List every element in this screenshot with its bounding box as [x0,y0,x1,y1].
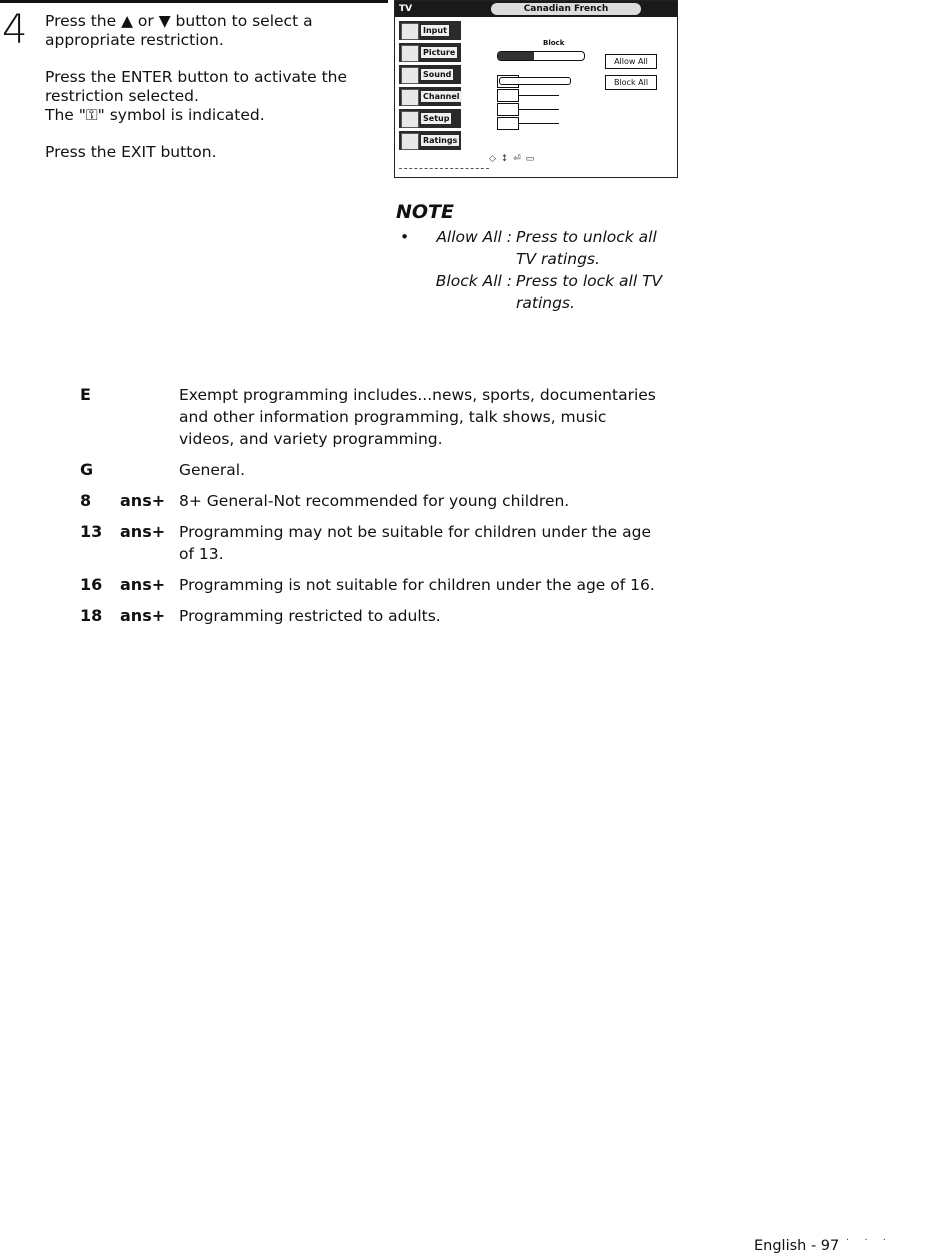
osd-rating-line [519,109,559,110]
osd-title-bar [395,1,677,17]
osd-menu-input: Input [399,21,461,40]
osd-rating-slider-selected [497,51,585,61]
rating-code: 8 [80,491,92,510]
osd-rating-slider [499,77,571,85]
osd-block-all-button: Block All [605,75,657,90]
osd-menu-ratings: Ratings [399,131,461,150]
note-title: NOTE [396,201,454,223]
osd-menu-setup: Setup [399,109,461,128]
rating-row-13 [80,521,660,565]
rating-row-18 [80,605,660,627]
note-list [396,226,696,314]
osd-menu-channel: Channel [399,87,461,106]
menu-icon: ▭ [525,154,536,164]
setup-icon [401,111,419,128]
osd-tv-label: TV [399,4,413,14]
osd-menu [399,21,461,153]
rating-code: G [80,460,94,479]
tv-menu-screenshot [394,0,678,178]
navigate-icon: ◇ [489,154,497,164]
note-description: Press to lock all TV ratings. [516,272,663,312]
osd-rating-box [497,103,519,116]
osd-allow-all-button: Allow All [605,54,657,69]
rating-row-g [80,459,660,481]
rating-row-16 [80,574,660,596]
rating-code: 13 [80,522,103,541]
osd-navigation-hint [489,153,535,165]
rating-row-e [80,384,660,450]
osd-rating-box [497,89,519,102]
osd-menu-picture: Picture [399,43,461,62]
rating-code: 16 [80,575,103,594]
rating-description: 8+ General-Not recommended for young children. [179,492,570,510]
note-bullet: • [400,228,410,246]
move-icon: ↕ [500,154,510,164]
rating-description: General. [179,461,246,479]
step-instructions [45,12,375,180]
osd-menu-sound: Sound [399,65,461,84]
step-paragraph-exit: Press the EXIT button. [45,143,217,161]
osd-footer-line [399,168,489,169]
corner-marks: · · · [846,1235,892,1246]
rating-suffix: ans+ [120,491,166,510]
input-icon [401,23,419,40]
ratings-list [80,384,660,636]
rating-suffix: ans+ [120,575,166,594]
note-term: Allow All : [436,228,512,246]
rating-description: Programming is not suitable for children under the age of 16. [179,576,655,594]
sound-icon [401,67,419,84]
osd-rating-line [519,123,559,124]
osd-block-label: Block [543,39,565,47]
page-number: English - 97 [754,1238,840,1254]
step-paragraph-select: Press the ▲ or ▼ button to select a appropriate restriction. [45,12,313,49]
rating-description: Exempt programming includes...news, sports, documentaries and other information programming, talk shows, music videos, and variety programming. [179,386,656,448]
channel-icon [401,89,419,106]
enter-icon: ⏎ [513,154,522,164]
note-item-allow-all [396,226,696,270]
note-term: Block All : [435,272,512,290]
ratings-icon [401,133,419,150]
rating-suffix: ans+ [120,522,166,541]
rating-description: Programming restricted to adults. [179,607,441,625]
rating-code: 18 [80,606,103,625]
osd-title: Canadian French [491,3,641,15]
step-paragraph-enter: Press the ENTER button to activate the restriction selected. [45,68,348,105]
rating-row-8 [80,490,660,512]
top-rule [0,0,388,3]
osd-rating-line [519,95,559,96]
step-number: 4 [2,7,28,53]
step-paragraph-symbol: The "⚿" symbol is indicated. [45,106,265,124]
picture-icon [401,45,419,62]
rating-suffix: ans+ [120,606,166,625]
rating-description: Programming may not be suitable for children under the age of 13. [179,523,652,563]
note-description: Press to unlock all TV ratings. [516,228,657,268]
rating-code: E [80,385,91,404]
note-item-block-all [396,270,696,314]
osd-rating-box [497,117,519,130]
